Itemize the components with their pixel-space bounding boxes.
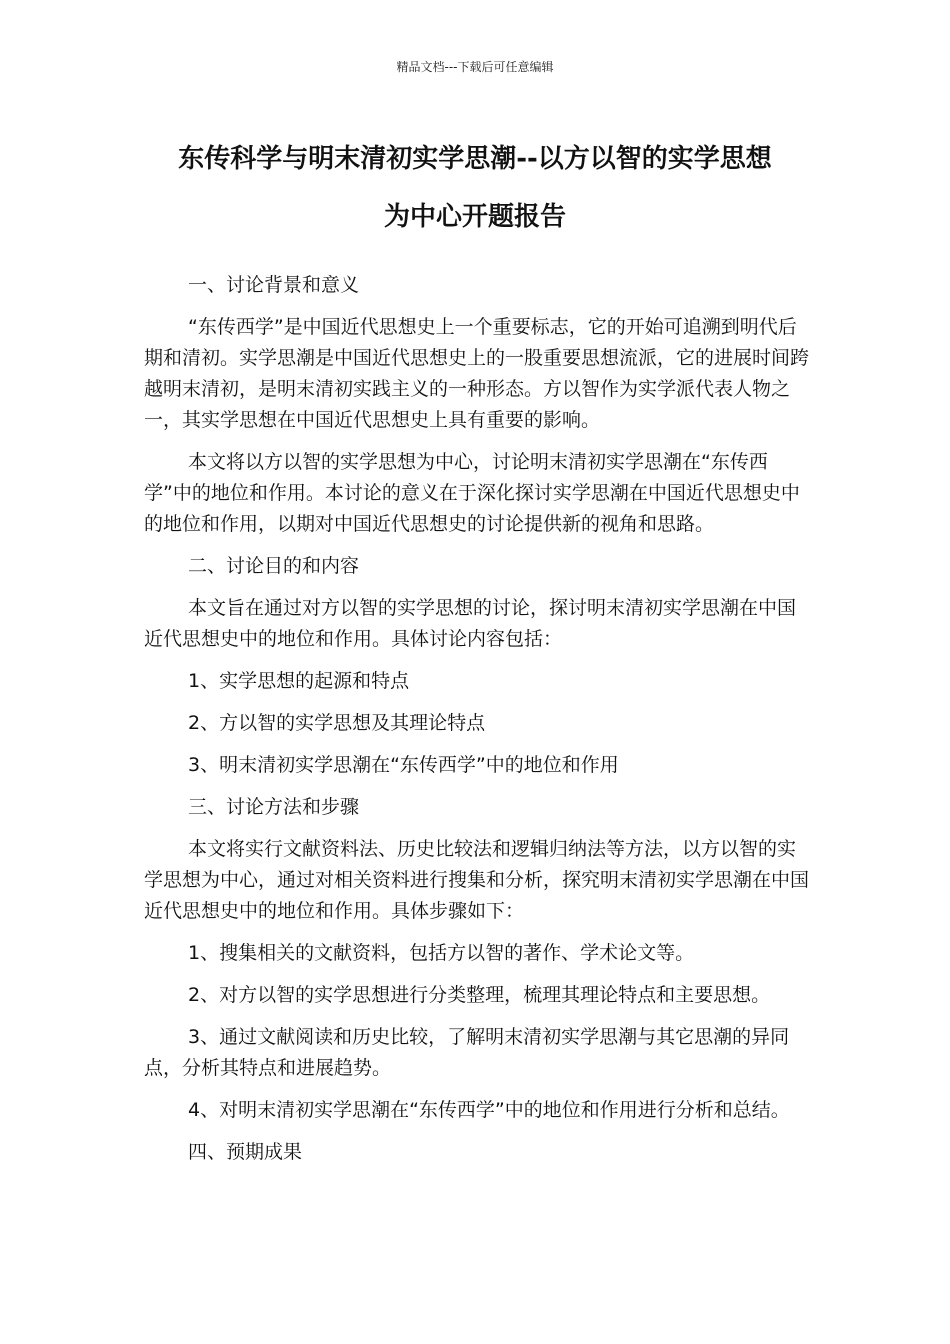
document-title-line-2: 为中心开题报告 [383, 202, 566, 232]
page-header: 精品文档---下载后可任意编辑 [396, 60, 554, 74]
section-heading-background: 一、讨论背景和意义 [188, 274, 360, 296]
list-item: 1、搜集相关的文献资料，包括方以智的著作、学术论文等。 [188, 942, 695, 964]
paragraph-background-1: “东传西学”是中国近代思想史上一个重要标志，它的开始可追溯到明代后期和清初。实学思潮是中国近代思想史上的一股重要思想流派，它的进展时间跨越明末清初，是明末清初实践主义的一种形态。方以智作为实学派代表人物之一，其实学思想在中国近代思想史上具有重要的影响。 [144, 316, 810, 431]
paragraph-background-2: 本文将以方以智的实学思想为中心，讨论明末清初实学思潮在“东传西学”中的地位和作用。本讨论的意义在于深化探讨实学思潮在中国近代思想史中的地位和作用，以期对中国近代思想史的讨论提供新的视角和思路。 [144, 451, 800, 535]
list-item: 2、对方以智的实学思想进行分类整理，梳理其理论特点和主要思想。 [188, 984, 771, 1006]
paragraph-purpose: 本文旨在通过对方以智的实学思想的讨论，探讨明末清初实学思潮在中国近代思想史中的地位和作用。具体讨论内容包括： [144, 597, 797, 650]
list-item: 3、通过文献阅读和历史比较，了解明末清初实学思潮与其它思潮的异同点，分析其特点和进展趋势。 [144, 1026, 790, 1079]
paragraph-method: 本文将实行文献资料法、历史比较法和逻辑归纳法等方法，以方以智的实学思想为中心，通过对相关资料进行搜集和分析，探究明末清初实学思潮在中国近代思想史中的地位和作用。具体步骤如下： [144, 838, 810, 922]
list-item: 1、实学思想的起源和特点 [188, 670, 410, 692]
section-heading-method: 三、讨论方法和步骤 [188, 796, 360, 818]
document-body [144, 270, 814, 1179]
list-item: 3、明末清初实学思潮在“东传西学”中的地位和作用 [188, 754, 619, 776]
document-title-line-1: 东传科学与明末清初实学思潮--以方以智的实学思想 [178, 144, 772, 174]
section-heading-results: 四、预期成果 [188, 1141, 303, 1163]
list-item: 2、方以智的实学思想及其理论特点 [188, 712, 486, 734]
section-heading-purpose: 二、讨论目的和内容 [188, 555, 360, 577]
list-item: 4、对明末清初实学思潮在“东传西学”中的地位和作用进行分析和总结。 [188, 1099, 790, 1121]
